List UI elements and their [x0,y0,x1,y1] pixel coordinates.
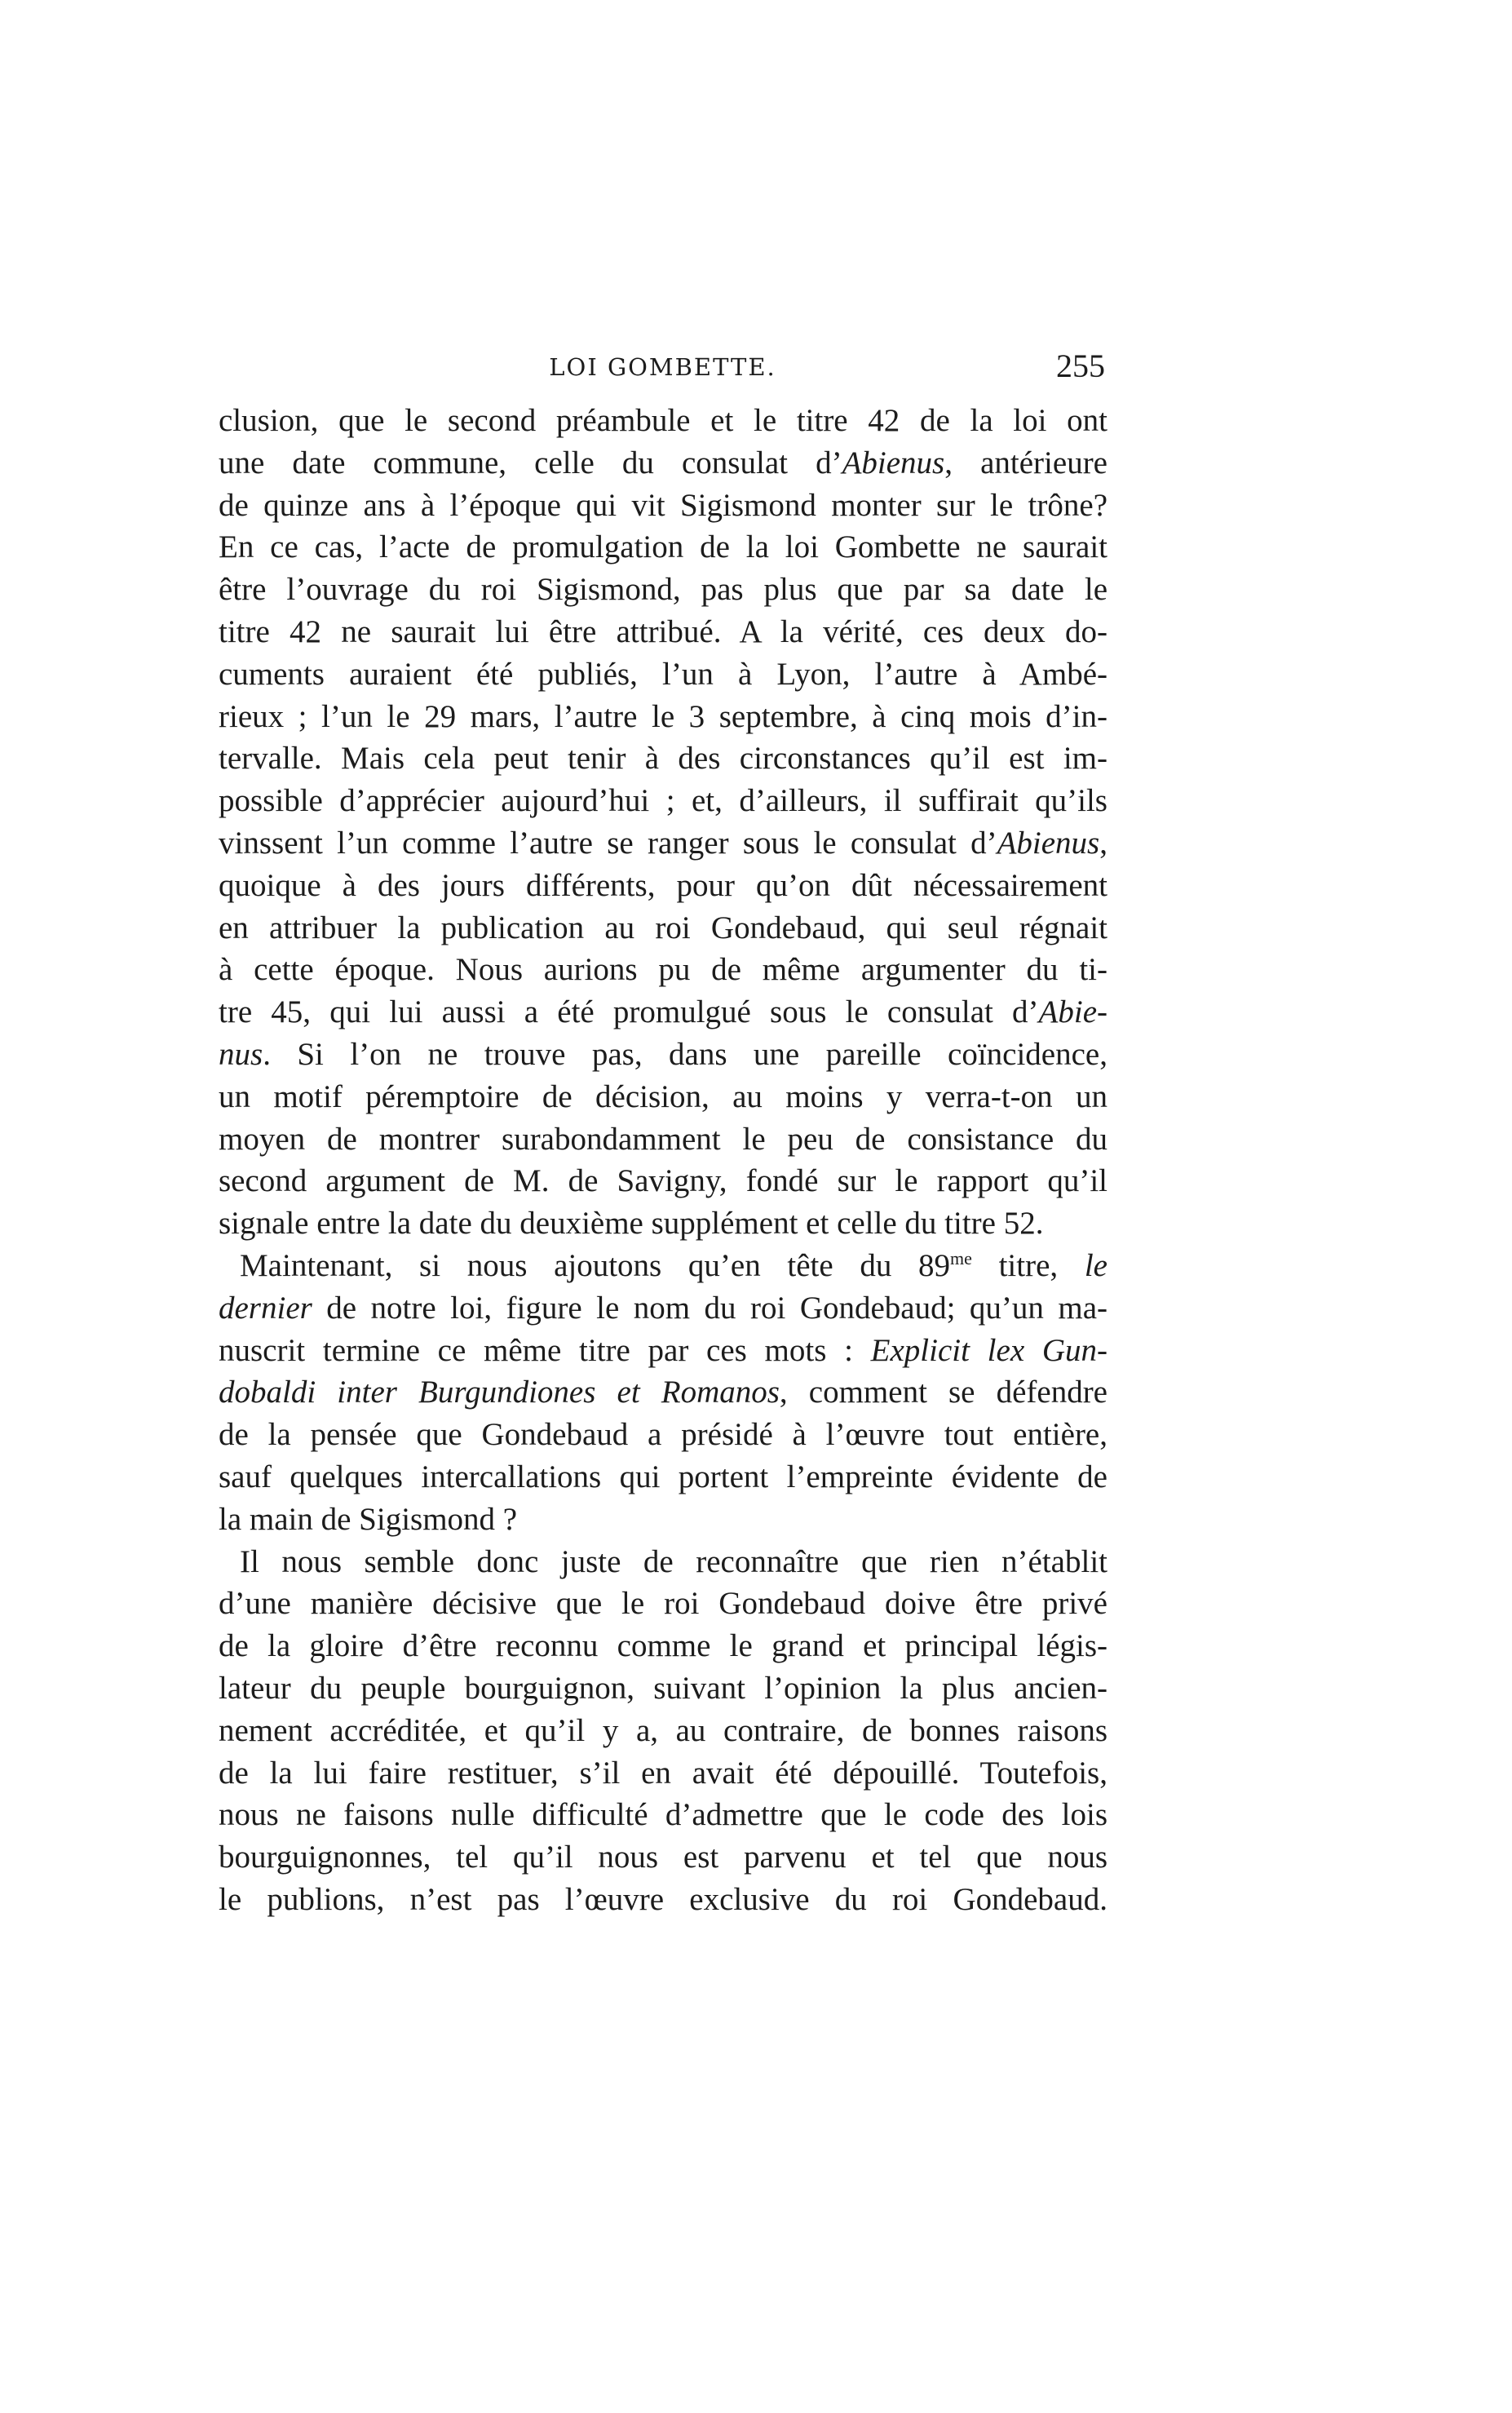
page-number: 255 [1056,348,1105,384]
text-line: de la lui faire restituer, s’il en avait été dépouillé. Toutefois, [219,1755,1107,1791]
text-line: nuscrit termine ce même titre par ces mots : Explicit lex Gun- [219,1332,1107,1368]
text-line: second argument de M. de Savigny, fondé sur le rapport qu’il [219,1163,1107,1199]
italic-name: nus [219,1036,263,1072]
text-line: de la gloire d’être reconnu comme le grand et principal légis- [219,1628,1107,1664]
paragraph-2 [219,1245,1107,1541]
text-line: cuments auraient été publiés, l’un à Lyon, l’autre à Ambé- [219,656,1107,692]
text-line: clusion, que le second préambule et le titre 42 de la loi ont [219,403,1107,438]
running-title: LOI GOMBETTE. [549,353,776,381]
text-line: sauf quelques intercallations qui portent l’empreinte évidente de [219,1459,1107,1494]
text-line: dernier de notre loi, figure le nom du roi Gondebaud; qu’un ma- [219,1290,1107,1326]
text-line: nement accréditée, et qu’il y a, au contraire, de bonnes raisons [219,1712,1107,1748]
text-line: être l’ouvrage du roi Sigismond, pas plus que par sa date le [219,572,1107,608]
text-line: un motif péremptoire de décision, au moins y verra-t-on un [219,1078,1107,1114]
text-line: moyen de montrer surabondamment le peu de consistance du [219,1121,1107,1157]
text-line: bourguignonnes, tel qu’il nous est parvenu et tel que nous [219,1840,1107,1875]
text-line: signale entre la date du deuxième supplément et celle du titre 52. [219,1206,1044,1242]
italic-name: Abienus [997,825,1100,861]
text-line: vinssent l’un comme l’autre se ranger sous le consulat d’Abienus, [219,825,1107,861]
text-line: lateur du peuple bourguignon, suivant l’opinion la plus ancien- [219,1670,1107,1706]
text-line: quoique à des jours différents, pour qu’on dût nécessairement [219,867,1107,903]
text-line: de quinze ans à l’époque qui vit Sigismond monter sur le trône? [219,487,1107,523]
text-line: tre 45, qui lui aussi a été promulgué sous le consulat d’Abie- [219,994,1107,1030]
running-head [220,347,1105,396]
italic-name: Abie- [1038,994,1107,1030]
body-text [219,400,1107,1921]
text-line: titre 42 ne saurait lui être attribué. A la vérité, ces deux do- [219,613,1107,649]
text-line: à cette époque. Nous aurions pu de même argumenter du ti- [219,952,1107,988]
text-line: tervalle. Mais cela peut tenir à des circonstances qu’il est im- [219,741,1107,777]
paragraph-1 [219,400,1107,1245]
text-line: Maintenant, si nous ajoutons qu’en tête du $89^{me}$ titre, le [240,1247,1107,1283]
text-line: dobaldi inter Burgundiones et Romanos, comment se défendre [219,1375,1107,1410]
text-line: une date commune, celle du consulat d’Abienus, antérieure [219,445,1107,480]
text-line: En ce cas, l’acte de promulgation de la loi Gombette ne saurait [219,529,1107,565]
paragraph-3 [219,1541,1107,1921]
text-line: d’une manière décisive que le roi Gondebaud doive être privé [219,1586,1107,1622]
text-line: possible d’apprécier aujourd’hui ; et, d’ailleurs, il suffirait qu’ils [219,783,1107,819]
text-line: nous ne faisons nulle difficulté d’admettre que le code des lois [219,1797,1107,1833]
text-line: nus. Si l’on ne trouve pas, dans une pareille coïncidence, [219,1036,1107,1072]
text-line: en attribuer la publication au roi Gondebaud, qui seul régnait [219,910,1107,945]
text-line: de la pensée que Gondebaud a présidé à l’œuvre tout entière, [219,1417,1107,1453]
italic-name: Abienus [842,445,945,480]
text-line: rieux ; l’un le 29 mars, l’autre le 3 septembre, à cinq mois d’in- [219,698,1107,734]
text-line: Il nous semble donc juste de reconnaître que rien n’établit [240,1543,1107,1579]
text-line: la main de Sigismond ? [219,1501,518,1537]
text-line: le publions, n’est pas l’œuvre exclusive du roi Gondebaud. [219,1881,1107,1917]
